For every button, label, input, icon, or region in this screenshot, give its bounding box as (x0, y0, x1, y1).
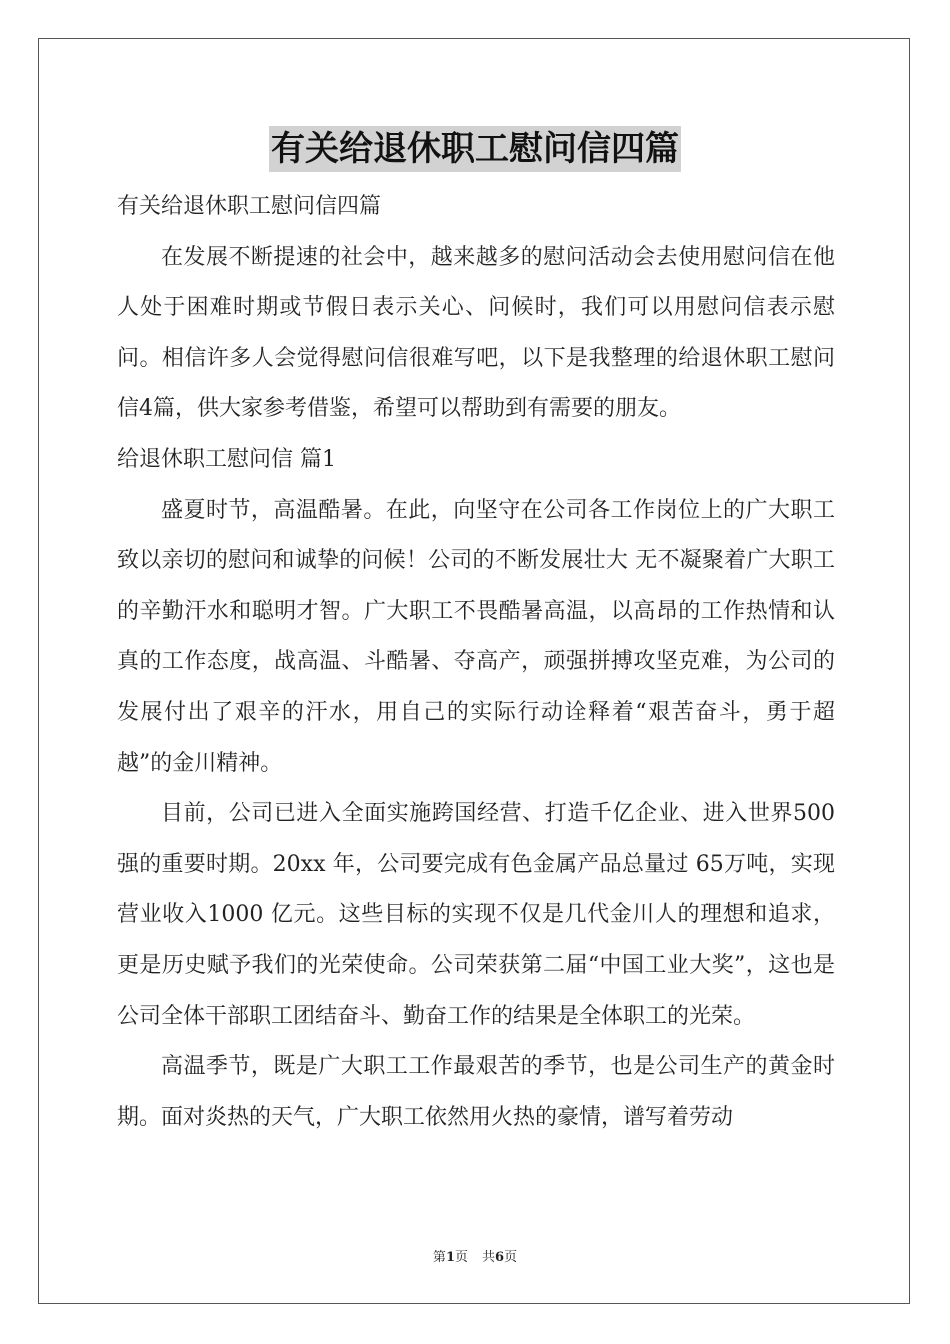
page-suffix: 页 (454, 1250, 468, 1265)
body-paragraph: 盛夏时节，高温酷暑。在此，向坚守在公司各工作岗位上的广大职工致以亲切的慰问和诚挚的问候！公司的不断发展壮大 无不凝聚着广大职工的辛勤汗水和聪明才智。广大职工不畏酷暑高温，以高昂的工作热情和认真的工作态度，战高温、斗酷暑、夺高产，顽强拼搏攻坚克难，为公司的发展付出了艰辛的汗水，用自己的实际行动诠释着“艰苦奋斗，勇于超越”的金川精神。 (117, 497, 835, 776)
body-paragraph: 高温季节，既是广大职工工作最艰苦的季节，也是公司生产的黄金时期。面对炎热的天气，广大职工依然用火热的豪情，谱写着劳动 (117, 1054, 835, 1130)
body-paragraph: 目前，公司已进入全面实施跨国经营、打造千亿企业、进入世界500 强的重要时期。20xx 年，公司要完成有色金属产品总量过 65万吨，实现营业收入1000 亿元。这些目标的实现不仅是几代金川人的理想和追求，更是历史赋予我们的光荣使命。公司荣获第二届“中国工业大奖”，这也是公司全体干部职工团结奋斗、勤奋工作的结果是全体职工的光荣。 (117, 801, 835, 1029)
total-prefix: 共 (482, 1250, 496, 1265)
section-heading: 给退休职工慰问信 篇1 (117, 446, 336, 472)
title-container (0, 126, 950, 172)
document-body (117, 182, 835, 1143)
current-page-number: 1 (445, 1250, 455, 1265)
document-title: 有关给退休职工慰问信四篇 (269, 126, 681, 172)
page-prefix: 第 (432, 1250, 446, 1265)
page-footer (0, 1246, 950, 1265)
intro-paragraph: 在发展不断提速的社会中，越来越多的慰问活动会去使用慰问信在他人处于困难时期或节假日表示关心、问候时，我们可以用慰问信表示慰问。相信许多人会觉得慰问信很难写吧，以下是我整理的给退休职工慰问信4篇，供大家参考借鉴，希望可以帮助到有需要的朋友。 (117, 244, 835, 422)
total-suffix: 页 (504, 1250, 518, 1265)
total-page-count: 6 (495, 1250, 505, 1265)
subtitle-paragraph: 有关给退休职工慰问信四篇 (117, 194, 382, 219)
